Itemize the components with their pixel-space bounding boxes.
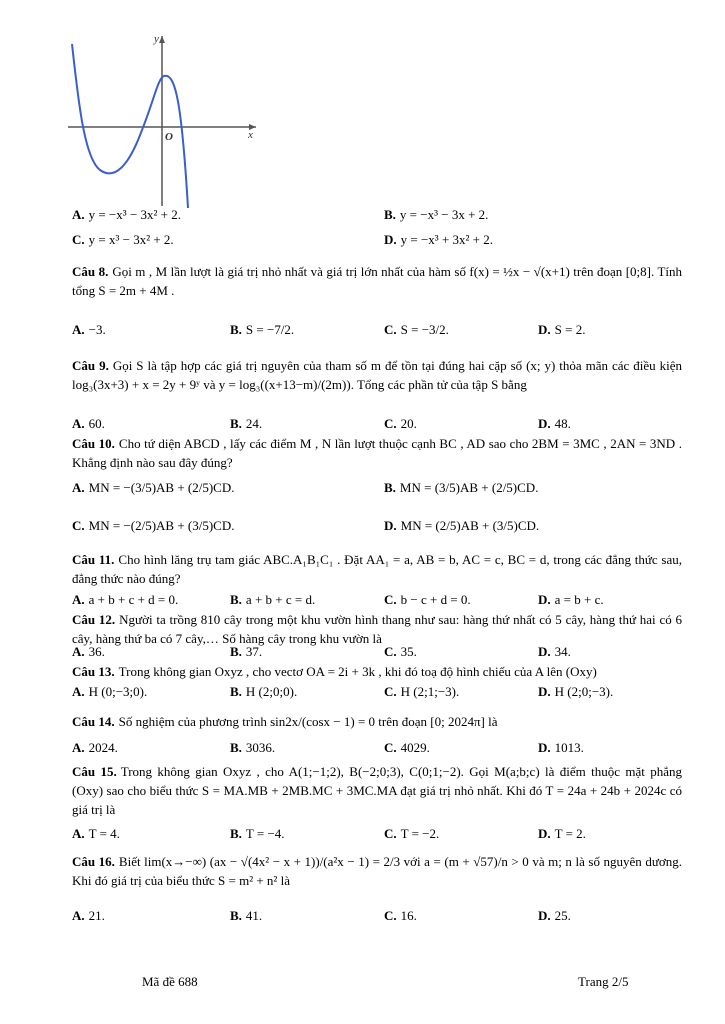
q16-option-d[interactable]: D. 25.	[538, 908, 571, 923]
q8-option-a[interactable]: A. −3.	[72, 322, 106, 337]
q16-option-a[interactable]: A. 21.	[72, 908, 105, 923]
q8-stem: Câu 8. Gọi m , M lần lượt là giá trị nhỏ nhất và giá trị lớn nhất của hàm số f(x) = ½x − √(x+1) trên đoạn [0;8]. Tính tổng S = 2m + 4M .	[72, 264, 682, 298]
q15-option-b[interactable]: B. T = −4.	[230, 826, 285, 841]
q7-option-b[interactable]: B. y = −x³ − 3x + 2.	[384, 207, 489, 222]
origin-label: O	[165, 131, 173, 143]
q12-option-d[interactable]: D. 34.	[538, 644, 571, 659]
q7-options-row-2	[72, 230, 692, 250]
q11-option-a[interactable]: A. a + b + c + d = 0.	[72, 592, 179, 607]
q12-options	[72, 642, 692, 662]
q10-option-c[interactable]: C. MN = −(2/5)AB + (3/5)CD.	[72, 518, 235, 533]
q9-options	[72, 414, 692, 434]
q9-stem: Câu 9. Gọi S là tập hợp các giá trị nguyên của tham số m để tồn tại đúng hai cặp số (x; y) thỏa mãn các điều kiện log₃(3x+3) + x = 2y + 9ʸ và y = log₃((x+13−m)/(2m)). Tổng các phần tử của tập S bằng	[72, 358, 682, 392]
q15-stem: Câu 15. Trong không gian Oxyz , cho A(1;−1;2), B(−2;0;3), C(0;1;−2). Gọi M(a;b;c) là điểm thuộc mặt phẳng (Oxy) sao cho biểu thức S = MA.MB + 2MB.MC + 3MC.MA đạt giá trị nhỏ nhất. Khi đó T = 24a + 24b + 2024c có giá trị là	[72, 764, 682, 817]
q12-stem: Câu 12. Người ta trồng 810 cây trong một khu vườn hình thang như sau: hàng thứ nhất có 5 cây, hàng thứ hai có 6 cây, hàng thứ ba có 7 cây,… Số hàng cây trong khu vườn là	[72, 612, 682, 646]
q11-option-b[interactable]: B. a + b + c = d.	[230, 592, 316, 607]
q11-options	[72, 590, 692, 610]
q15-options	[72, 824, 692, 844]
q11-option-d[interactable]: D. a = b + c.	[538, 592, 604, 607]
q7-option-d[interactable]: D. y = −x³ + 3x² + 2.	[384, 232, 494, 247]
q8-option-c[interactable]: C. S = −3/2.	[384, 322, 449, 337]
q8-option-d[interactable]: D. S = 2.	[538, 322, 586, 337]
q9-option-c[interactable]: C. 20.	[384, 416, 417, 431]
q13-option-b[interactable]: B. H (2;0;0).	[230, 684, 298, 699]
q12-option-a[interactable]: A. 36.	[72, 644, 105, 659]
q10-option-d[interactable]: D. MN = (2/5)AB + (3/5)CD.	[384, 518, 540, 533]
q14-stem: Câu 14. Số nghiệm của phương trình sin2x/(cosx − 1) = 0 trên đoạn [0; 2024π] là	[72, 714, 498, 729]
q7-option-a[interactable]: A. y = −x³ − 3x² + 2.	[72, 207, 182, 222]
q10-options-row-1	[72, 478, 692, 498]
q7-option-c[interactable]: C. y = x³ − 3x² + 2.	[72, 232, 174, 247]
q14-options	[72, 738, 692, 758]
q9-option-a[interactable]: A. 60.	[72, 416, 105, 431]
q10-option-b[interactable]: B. MN = (3/5)AB + (2/5)CD.	[384, 480, 539, 495]
q13-options	[72, 682, 692, 702]
q13-option-c[interactable]: C. H (2;1;−3).	[384, 684, 460, 699]
y-axis-label: y	[154, 33, 159, 45]
q14-option-b[interactable]: B. 3036.	[230, 740, 276, 755]
q11-stem: Câu 11. Cho hình lăng trụ tam giác ABC.A₁B₁C₁ . Đặt AA₁ = a, AB = b, AC = c, BC = d, trong các đẳng thức sau, đẳng thức nào đúng?	[72, 552, 682, 586]
q9-option-b[interactable]: B. 24.	[230, 416, 263, 431]
q10-option-a[interactable]: A. MN = −(3/5)AB + (2/5)CD.	[72, 480, 235, 495]
q13-option-d[interactable]: D. H (2;0;−3).	[538, 684, 614, 699]
x-axis-label: x	[248, 129, 253, 141]
page-number: Trang 2/5	[578, 974, 629, 989]
q14-option-c[interactable]: C. 4029.	[384, 740, 430, 755]
cubic-graph	[62, 28, 262, 210]
y-axis-arrow	[159, 36, 165, 43]
q15-option-d[interactable]: D. T = 2.	[538, 826, 586, 841]
q11-option-c[interactable]: C. b − c + d = 0.	[384, 592, 471, 607]
q14-option-d[interactable]: D. 1013.	[538, 740, 584, 755]
q16-stem: Câu 16. Biết lim(x→−∞) (ax − √(4x² − x + 1))/(a²x − 1) = 2/3 với a = (m + √57)/n > 0 và m; n là số nguyên dương. Khi đó giá trị của biểu thức S = m² + n² là	[72, 854, 682, 888]
q13-option-a[interactable]: A. H (0;−3;0).	[72, 684, 148, 699]
q9-option-d[interactable]: D. 48.	[538, 416, 571, 431]
cubic-curve	[72, 44, 188, 208]
q8-option-b[interactable]: B. S = −7/2.	[230, 322, 295, 337]
q16-option-c[interactable]: C. 16.	[384, 908, 417, 923]
q16-option-b[interactable]: B. 41.	[230, 908, 263, 923]
q7-options-row-1	[72, 205, 692, 225]
exam-code: Mã đề 688	[142, 974, 198, 989]
q12-option-b[interactable]: B. 37.	[230, 644, 263, 659]
q10-stem: Câu 10. Cho tứ diện ABCD , lấy các điểm M , N lần lượt thuộc cạnh BC , AD sao cho 2BM = 3MC , 2AN = 3ND . Khẳng định nào sau đây đúng?	[72, 436, 682, 470]
q15-option-c[interactable]: C. T = −2.	[384, 826, 440, 841]
q15-option-a[interactable]: A. T = 4.	[72, 826, 120, 841]
q16-options	[72, 906, 692, 926]
q13-stem: Câu 13. Trong không gian Oxyz , cho vectơ OA = 2i + 3k , khi đó toạ độ hình chiếu của A lên (Oxy)	[72, 664, 597, 679]
q10-options-row-2	[72, 516, 692, 536]
q12-option-c[interactable]: C. 35.	[384, 644, 417, 659]
q14-option-a[interactable]: A. 2024.	[72, 740, 118, 755]
q8-options	[72, 320, 692, 340]
